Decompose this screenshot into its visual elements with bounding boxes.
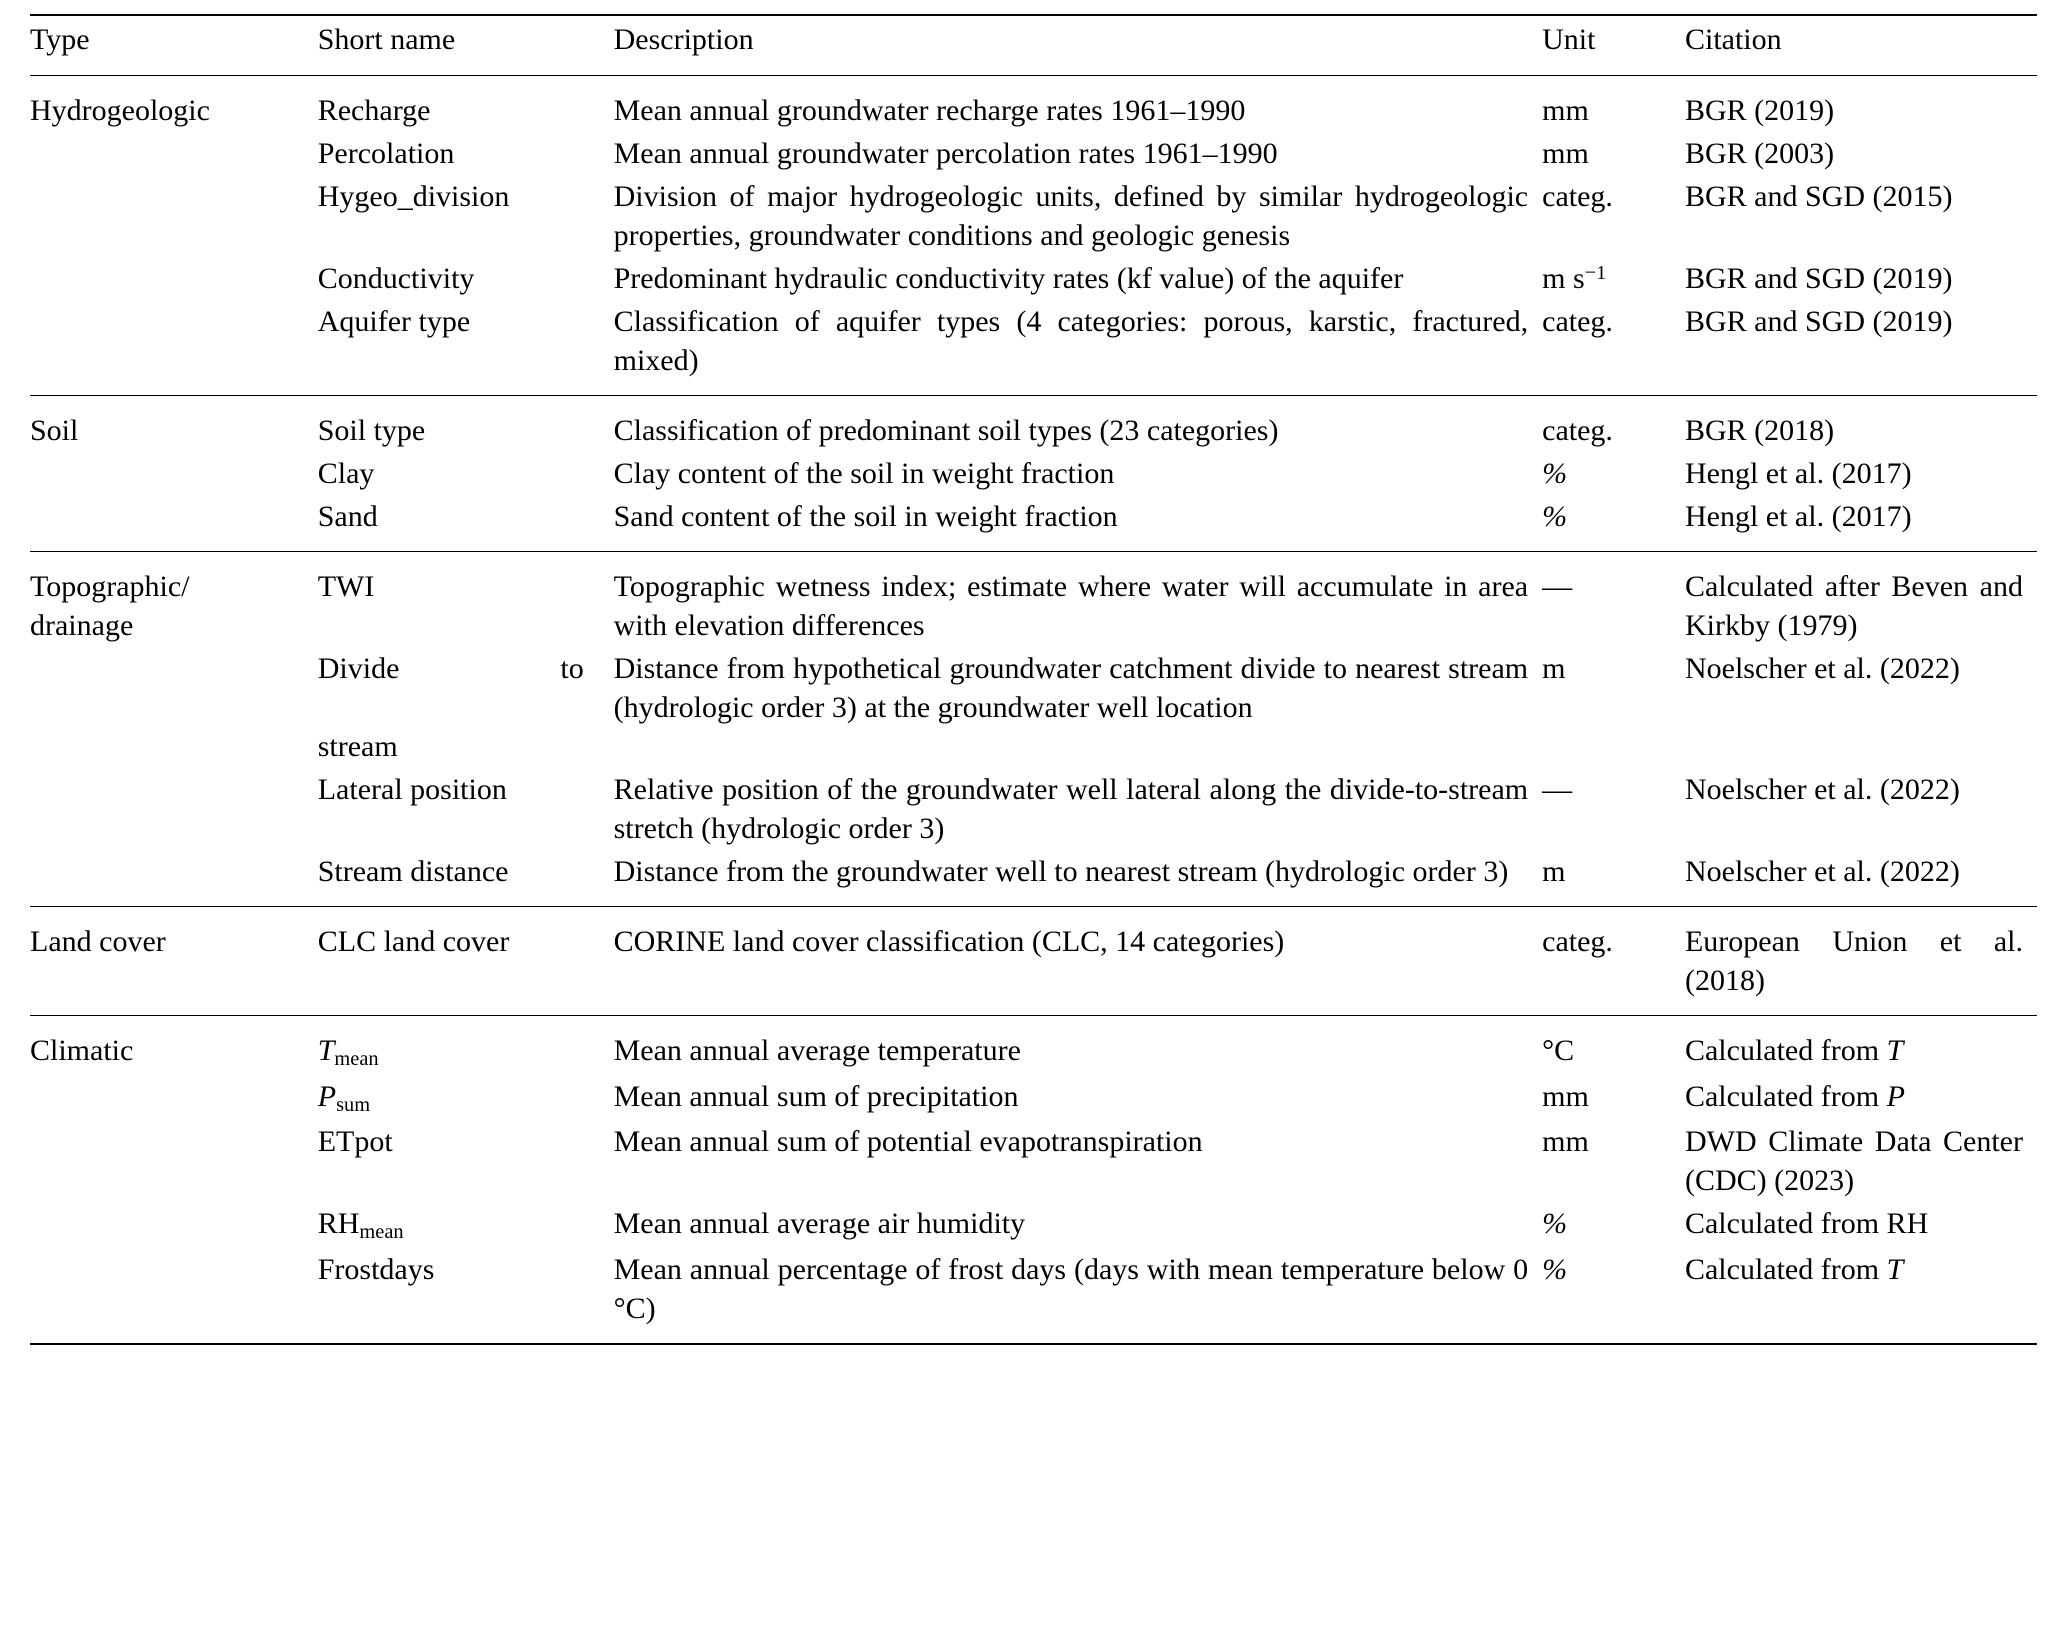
table-row (30, 495, 2037, 538)
row-unit: m (1542, 855, 1566, 888)
row-description: Classification of aquifer types (4 categories: porous, karstic, fractured, mixed) (613, 305, 1529, 377)
row-citation: Calculated after Beven and Kirkby (1979) (1684, 570, 2023, 642)
row-unit: % (1542, 1252, 1568, 1286)
header-citation: Citation (1684, 23, 1782, 56)
row-description: Classification of predominant soil types (23 categories) (613, 414, 1279, 447)
row-short-name: TWI (317, 570, 375, 603)
table-row (30, 768, 2037, 850)
group-soil (30, 396, 2037, 552)
row-unit: m $s^{-1}$ (1542, 261, 1607, 295)
row-unit: mm (1542, 1079, 1589, 1113)
table-row (30, 850, 2037, 893)
row-citation: Calculated from T (1684, 1034, 1904, 1067)
row-description: Division of major hydrogeologic units, defined by similar hydrogeologic properties, groundwater conditions and geologic genesis (613, 180, 1529, 252)
row-unit: mm (1542, 1125, 1589, 1159)
row-unit: mm (1542, 94, 1589, 127)
group-pad (30, 396, 2037, 409)
row-short-name: $P_{sum}$ (317, 1079, 371, 1116)
table-row (30, 1202, 2037, 1248)
row-type: Soil (30, 414, 79, 447)
row-description: Sand content of the soil in weight fraction (613, 500, 1118, 533)
group-pad (30, 1330, 2037, 1344)
row-type: Land cover (30, 925, 166, 958)
row-description: Clay content of the soil in weight fraction (613, 457, 1115, 490)
table-row (30, 452, 2037, 495)
row-short-name: CLC land cover (317, 925, 510, 958)
row-short-name: Hygeo_division (317, 180, 510, 213)
row-unit: — (1542, 773, 1573, 806)
group-pad (30, 76, 2037, 89)
table-row (30, 409, 2037, 452)
row-description: Distance from the groundwater well to nearest stream (hydrologic order 3) (613, 855, 1509, 888)
table-row (30, 1029, 2037, 1075)
header-unit: Unit (1542, 23, 1596, 56)
group-pad (30, 552, 2037, 565)
row-citation: Hengl et al. (2017) (1684, 500, 1912, 533)
row-citation: Calculated from T (1684, 1252, 1904, 1286)
variables-table (30, 14, 2037, 1345)
table-row (30, 647, 2037, 768)
row-short-name: Lateral position (317, 773, 507, 806)
table-header (30, 15, 2037, 76)
row-short-name: Frostdays (317, 1252, 435, 1286)
table-row (30, 300, 2037, 382)
row-citation: Calculated from RH (1684, 1207, 1929, 1241)
row-citation: BGR and SGD (2019) (1684, 262, 1953, 295)
row-short-name: Divide to stream (317, 652, 584, 763)
row-short-name: ETpot (317, 1125, 393, 1159)
row-unit: categ. (1542, 305, 1613, 338)
row-citation: Noelscher et al. (2022) (1684, 855, 1960, 888)
row-unit: categ. (1542, 414, 1613, 447)
row-short-name: Clay (317, 457, 375, 490)
row-short-name: Recharge (317, 94, 431, 127)
row-description: Predominant hydraulic conductivity rates (kf value) of the aquifer (613, 262, 1404, 295)
row-unit: °C (1542, 1034, 1575, 1067)
row-short-name: Aquifer type (317, 305, 471, 338)
row-unit: mm (1542, 137, 1589, 170)
row-citation: European Union et al. (2018) (1684, 925, 2023, 997)
row-unit: % (1542, 500, 1568, 533)
row-citation: BGR (2003) (1684, 137, 1835, 170)
row-short-name: Percolation (317, 137, 455, 170)
table-row (30, 565, 2037, 647)
row-short-name: Stream distance (317, 855, 509, 888)
table-row (30, 1075, 2037, 1121)
row-unit: m (1542, 652, 1566, 685)
row-short-name: Soil type (317, 414, 426, 447)
group-pad (30, 893, 2037, 907)
group-pad (30, 907, 2037, 920)
row-unit: % (1542, 1207, 1568, 1241)
row-description: Mean annual groundwater percolation rates 1961–1990 (613, 137, 1278, 170)
group-pad (30, 1002, 2037, 1016)
row-description: CORINE land cover classification (CLC, 14 categories) (613, 925, 1285, 958)
group-climatic (30, 1016, 2037, 1345)
group-pad (30, 1016, 2037, 1029)
row-citation: Noelscher et al. (2022) (1684, 652, 1960, 685)
group-hydrogeologic (30, 76, 2037, 396)
row-description: Mean annual percentage of frost days (days with mean temperature below 0 °C) (613, 1252, 1529, 1325)
table-row (30, 1120, 2037, 1202)
table-row (30, 920, 2037, 1002)
table-row (30, 1248, 2037, 1330)
row-citation: DWD Climate Data Center (CDC) (2023) (1684, 1125, 2023, 1198)
row-type: Hydrogeologic (30, 94, 210, 127)
row-short-name: Conductivity (317, 262, 475, 295)
rule-bottom-row (30, 1344, 2037, 1345)
row-description: Topographic wetness index; estimate where water will accumulate in area with elevation differences (613, 570, 1529, 642)
row-type: Climatic (30, 1034, 134, 1067)
row-citation: Calculated from P (1684, 1079, 1905, 1113)
header-description: Description (613, 23, 754, 56)
row-short-name: $RH_{mean}$ (317, 1207, 404, 1244)
group-topographic-drainage (30, 552, 2037, 907)
row-citation: Noelscher et al. (2022) (1684, 773, 1960, 806)
row-citation: BGR (2019) (1684, 94, 1835, 127)
table-row (30, 257, 2037, 300)
row-description: Mean annual sum of precipitation (613, 1079, 1019, 1113)
table-row (30, 132, 2037, 175)
row-unit: categ. (1542, 925, 1613, 958)
row-citation: BGR (2018) (1684, 414, 1835, 447)
row-short-name: $T_{mean}$ (317, 1034, 379, 1071)
table-row (30, 89, 2037, 132)
row-description: Mean annual average temperature (613, 1034, 1021, 1067)
row-description: Relative position of the groundwater well lateral along the divide-to-stream stretch (hydrologic order 3) (613, 773, 1529, 845)
row-short-name: Sand (317, 500, 378, 533)
header-short-name: Short name (317, 23, 456, 56)
row-description: Distance from hypothetical groundwater catchment divide to nearest stream (hydrologic order 3) at the groundwater well location (613, 652, 1529, 724)
row-unit: categ. (1542, 180, 1613, 213)
row-description: Mean annual groundwater recharge rates 1961–1990 (613, 94, 1246, 127)
row-description: Mean annual sum of potential evapotranspiration (613, 1125, 1203, 1159)
group-pad (30, 538, 2037, 552)
header-row (30, 16, 2037, 76)
table-row (30, 175, 2037, 257)
group-pad (30, 382, 2037, 396)
row-unit: — (1542, 570, 1573, 603)
row-type: Topographic/ drainage (30, 570, 190, 642)
header-type: Type (30, 23, 90, 56)
row-unit: % (1542, 457, 1568, 490)
row-description: Mean annual average air humidity (613, 1207, 1026, 1241)
row-citation: BGR and SGD (2019) (1684, 305, 1953, 338)
row-citation: Hengl et al. (2017) (1684, 457, 1912, 490)
row-citation: BGR and SGD (2015) (1684, 180, 1953, 213)
group-land-cover (30, 907, 2037, 1016)
